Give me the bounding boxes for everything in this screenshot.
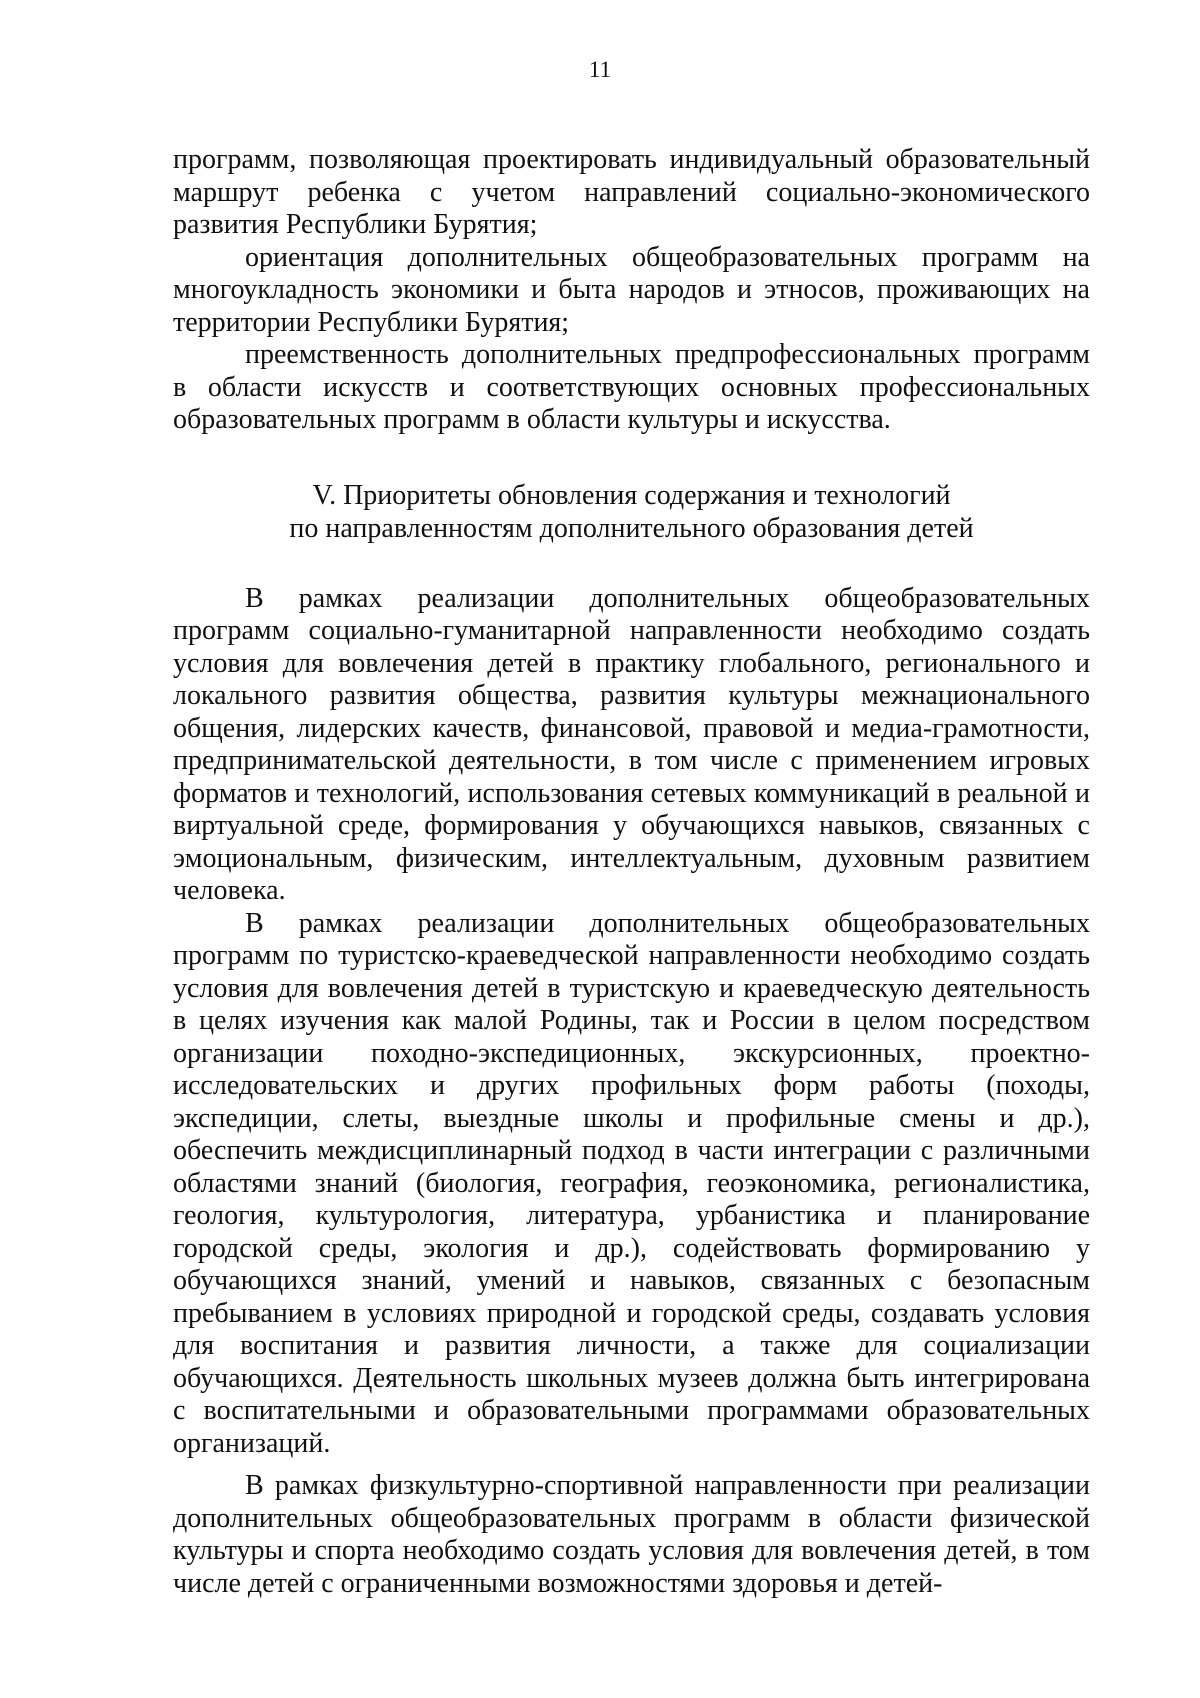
paragraph-continuation: программ, позволяющая проектировать индивидуальный образовательный маршрут ребенка с учетом направлений социально-экономического развития Республики Бурятия; (173, 144, 1090, 240)
section-heading-line-1: V. Приоритеты обновления содержания и технологий (312, 479, 951, 511)
page-number: 11 (588, 57, 612, 82)
section-heading (173, 479, 1090, 545)
paragraph-physical-sports: В рамках физкультурно-спортивной направленности при реализации дополнительных общеобразовательных программ в области физической культуры и спорта необходимо создать условия для вовлечения детей, в том числе детей с ограниченными возможностями здоровья и детей- (173, 1470, 1090, 1599)
paragraph-tourism-local-history: В рамках реализации дополнительных общеобразовательных программ по туристско-краеведческой направленности необходимо создать условия для вовлечения детей в туристскую и краеведческую деятельность в целях изучения как малой Родины, так и России в целом посредством организации походно-экспедиционных, экскурсионных, проектно-исследовательских и других профильных форм работы (походы, экспедиции, слеты, выездные школы и профильные смены и др.), обеспечить междисциплинарный подход в части интеграции с различными областями знаний (биология, география, геоэкономика, регионалистика, геология, культурология, литература, урбанистика и планирование городской среды, экология и др.), содействовать формированию у обучающихся знаний, умений и навыков, связанных с безопасным пребыванием в условиях природной и городской среды, создавать условия для воспитания и развития личности, а также для социализации обучающихся. Деятельность школьных музеев должна быть интегрирована с воспитательными и образовательными программами образовательных организаций. (173, 907, 1090, 1459)
document-body (173, 144, 1090, 1600)
section-heading-line-2: по направленностям дополнительного образования детей (289, 512, 974, 544)
paragraph-social-humanitarian: В рамках реализации дополнительных общеобразовательных программ социально-гуманитарной направленности необходимо создать условия для вовлечения детей в практику глобального, регионального и локального развития общества, развития культуры межнационального общения, лидерских качеств, финансовой, правовой и медиа-грамотности, предпринимательской деятельности, в том числе с применением игровых форматов и технологий, использования сетевых коммуникаций в реальной и виртуальной среде, формирования у обучающихся навыков, связанных с эмоциональным, физическим, интеллектуальным, духовным развитием человека. (173, 582, 1090, 906)
paragraph-continuity: преемственность дополнительных предпрофессиональных программ в области искусств и соответствующих основных профессиональных образовательных программ в области культуры и искусства. (173, 339, 1090, 435)
paragraph-orientation: ориентация дополнительных общеобразовательных программ на многоукладность экономики и быта народов и этносов, проживающих на территории Республики Бурятия; (173, 241, 1090, 338)
